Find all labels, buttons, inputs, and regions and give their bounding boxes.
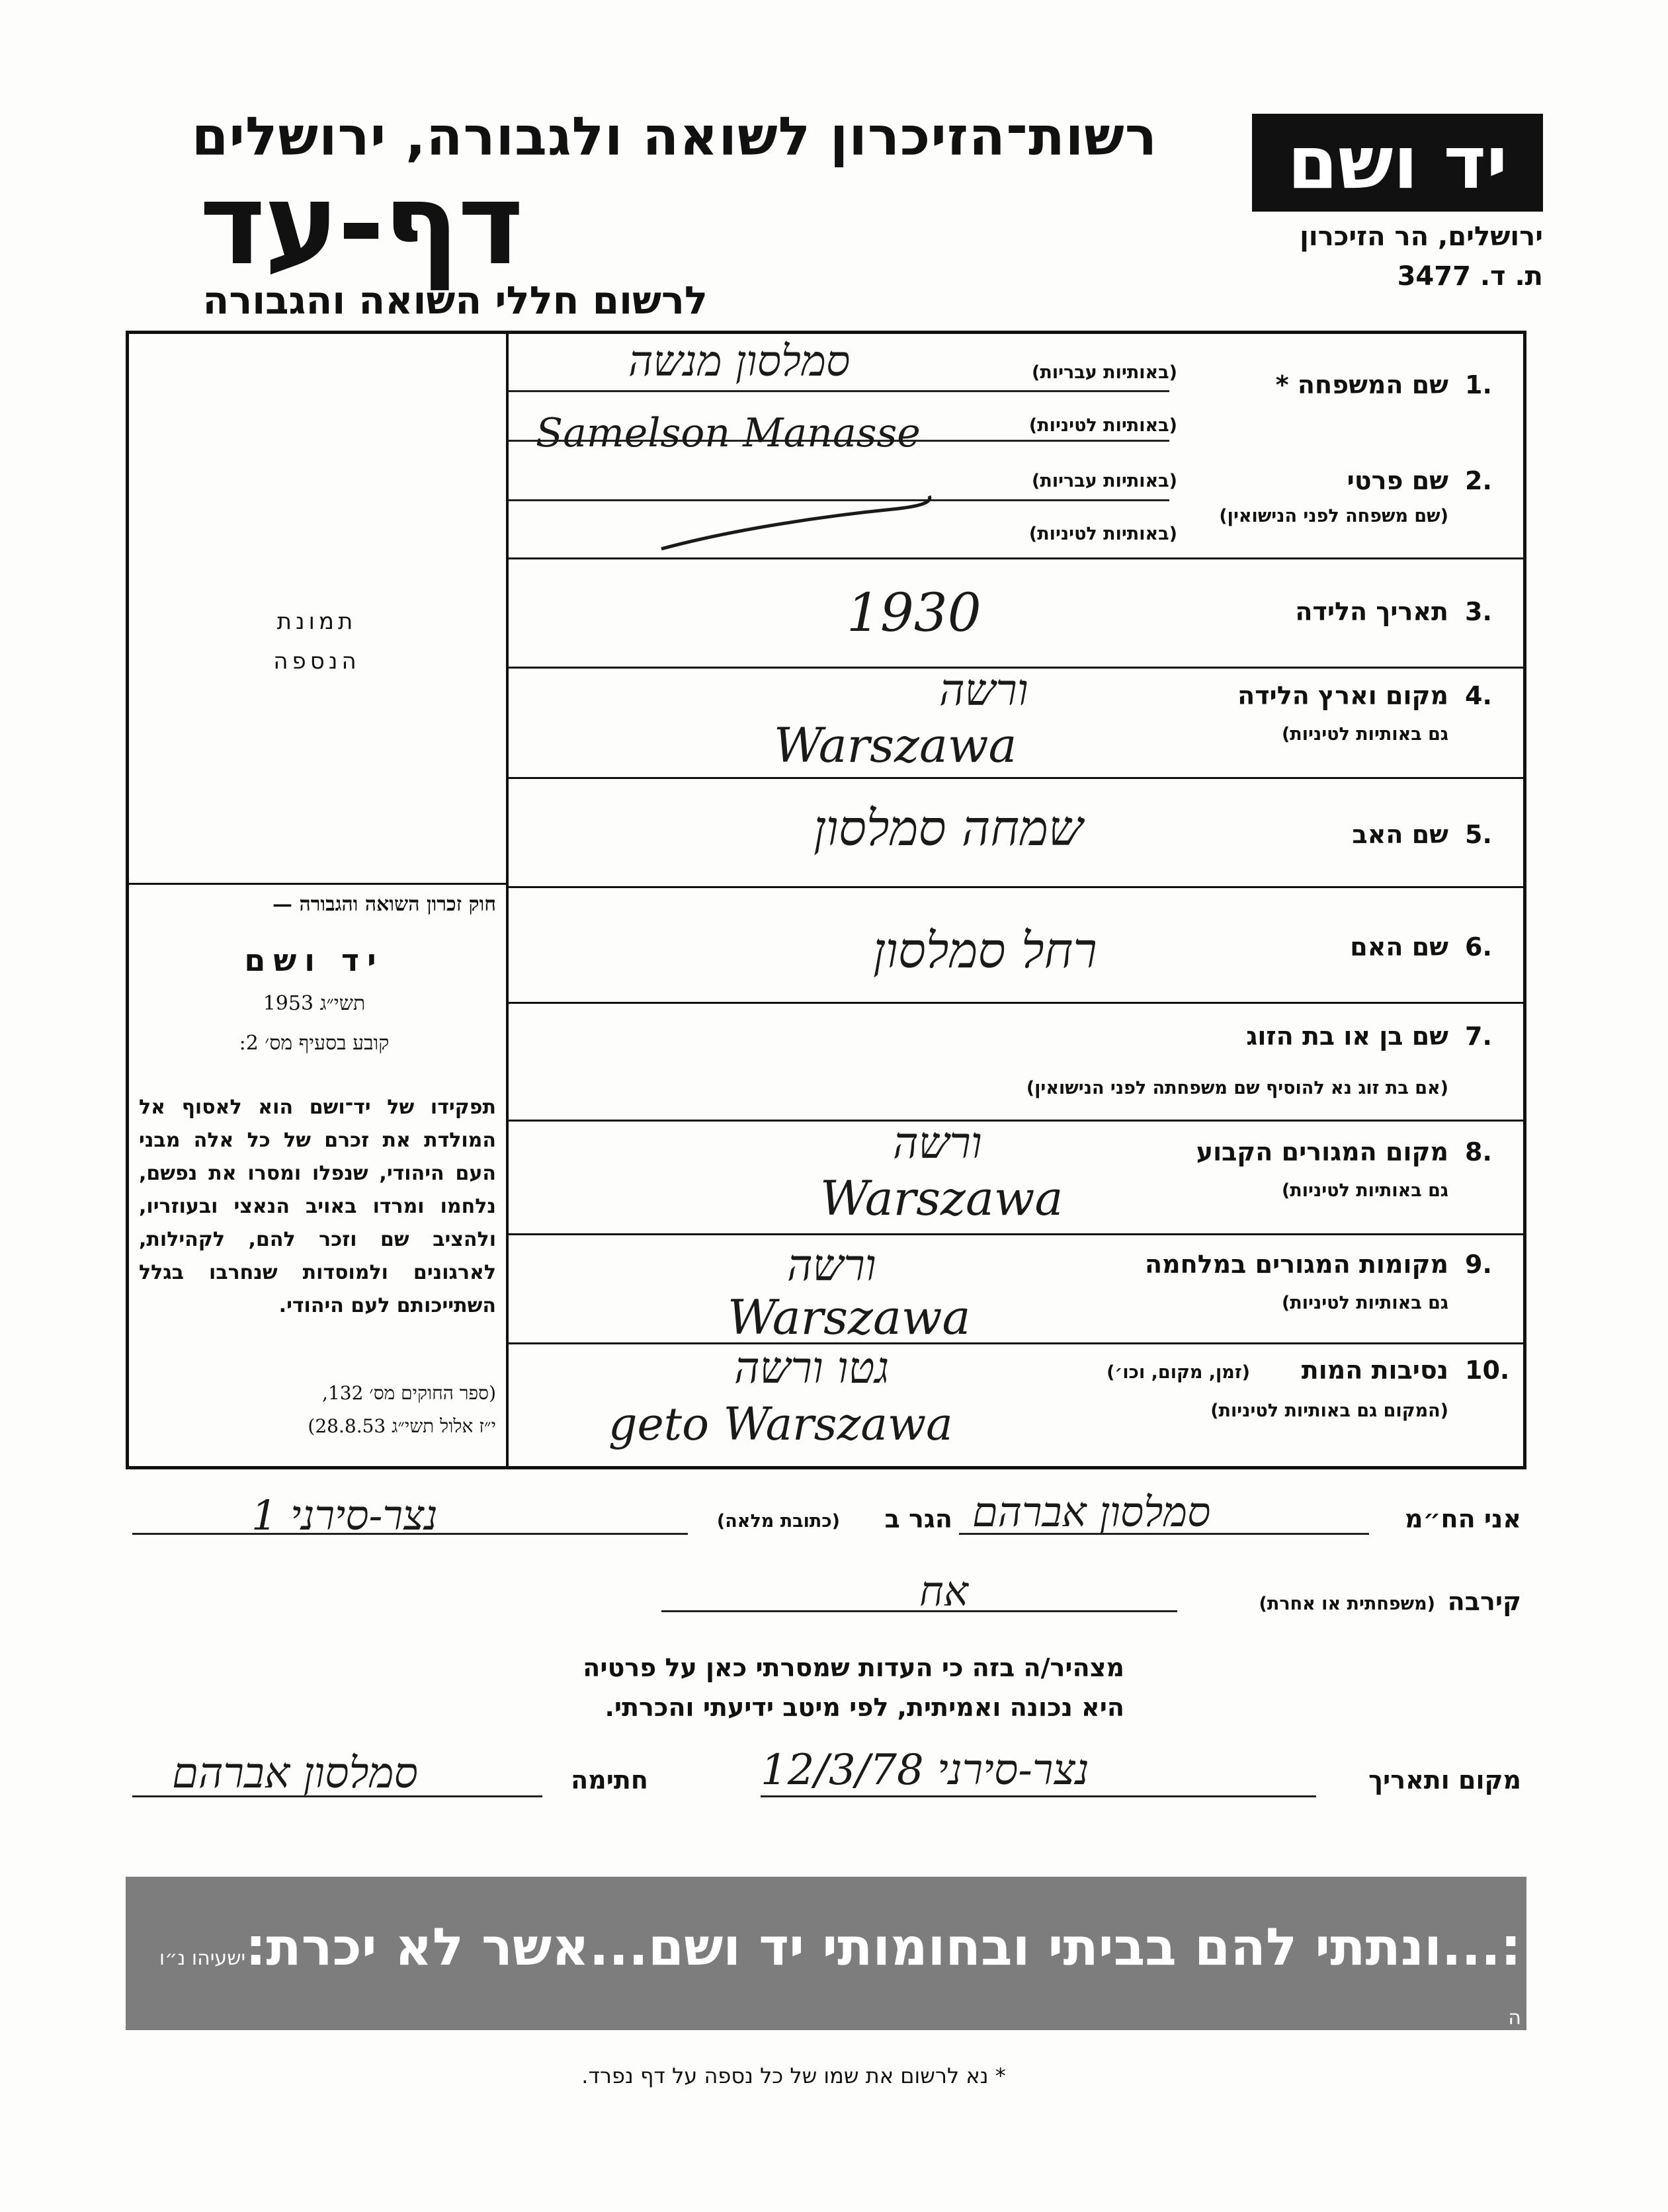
row-divider — [506, 1120, 1526, 1122]
field-sublabel: גם באותיות לטיניות) — [1281, 1293, 1448, 1313]
field-number: 2. — [1465, 466, 1492, 495]
field-hint: (באותיות לטיניות) — [1028, 415, 1177, 436]
photo-note — [126, 602, 508, 681]
field-label-family-name: שם המשפחה * — [1275, 370, 1448, 399]
father-name-value: שמחה סמלסון — [813, 800, 1083, 857]
field-number: 7. — [1465, 1022, 1492, 1051]
field-hint: (זמן, מקום, וכו׳) — [1106, 1362, 1250, 1383]
field-hint: (באותיות עבריות) — [1032, 362, 1177, 383]
law-section: קובע בסעיף מס׳ 2: — [239, 1032, 390, 1055]
mother-name-value: רחל סמלסון — [873, 922, 1097, 979]
field-label-birthplace: מקום וארץ הלידה — [1237, 681, 1448, 710]
field-label-birth-date: תאריך הלידה — [1295, 597, 1448, 626]
law-name: יד ושם — [244, 942, 384, 978]
relation-value: אח — [919, 1567, 968, 1616]
field-number: 3. — [1465, 597, 1492, 626]
residence-hint: (כתובת מלאה) — [716, 1511, 840, 1532]
field-number: 8. — [1465, 1137, 1492, 1167]
family-name-hebrew-value: סמלסון מנשה — [628, 337, 851, 386]
wartime-residence-hebrew-value: ורשה — [787, 1240, 876, 1291]
family-name-latin-value: Samelson Manasse — [536, 410, 921, 456]
field-label-spouse-name: שם בן או בת הזוג — [1246, 1022, 1448, 1051]
yad-vashem-logo: יד ושם — [1252, 114, 1543, 212]
field-label-mother-name: שם האם — [1350, 932, 1448, 962]
banner-reference: ישעיהו נ״ו ה — [159, 1947, 1521, 2029]
declaration-statement: מצהיר/ה בזה כי העדות שמסרתי כאן על פרטיה — [583, 1653, 1124, 1682]
birthplace-latin-value: Warszawa — [774, 717, 1017, 773]
declarant-label: אני הח״מ — [1405, 1504, 1521, 1534]
declarant-name-value: סמלסון אברהם — [972, 1488, 1211, 1536]
law-reference: י״ז אלול תשי״ג 28.8.53) — [308, 1415, 496, 1437]
field-label-father-name: שם האב — [1352, 820, 1448, 849]
authority-name: רשות־הזיכרון לשואה ולגבורה, ירושלים — [191, 106, 1157, 167]
field-label-first-name: שם פרטי — [1347, 466, 1448, 495]
place-date-label: מקום ותאריך — [1368, 1766, 1521, 1795]
relation-label: קירבה — [1447, 1587, 1521, 1616]
field-number: 10. — [1465, 1356, 1510, 1385]
law-year: תשי״ג 1953 — [263, 992, 366, 1015]
field-sublabel: גם באותיות לטיניות) — [1281, 1180, 1448, 1201]
law-body: תפקידו של יד־ושם הוא לאסוף אל המולדת את זכרם של כל אלה מבני העם היהודי, שנפלו ומסרו את נפשם, נלחמו ומרדו באויב הנאצי ובעוזריו, ולהציב שם וזכר להם, לקהילות, לארגונים ולמוסדות שנחרבו בגלל השתייכותם לעם היהודי. — [139, 1096, 496, 1317]
residence-latin-value: Warszawa — [820, 1170, 1063, 1226]
field-number: 4. — [1465, 681, 1492, 710]
left-panel-divider — [126, 883, 508, 885]
row-divider — [506, 1233, 1526, 1235]
wartime-residence-latin-value: Warszawa — [728, 1290, 971, 1345]
field-sublabel: (אם בת זוג נא להוסיף שם משפחתה לפני הנישואין) — [1026, 1078, 1448, 1098]
field-hint: (באותיות לטיניות) — [1028, 524, 1177, 544]
page-title: דף-עד — [199, 159, 522, 290]
birthplace-hebrew-value: ורשה — [939, 665, 1028, 716]
page-subtitle: לרשום חללי השואה והגבורה — [202, 278, 708, 323]
declarant-address-value: נצר-סירני 1 — [251, 1491, 438, 1539]
row-divider — [506, 886, 1526, 888]
residence-hebrew-value: ורשה — [893, 1118, 982, 1168]
write-line — [761, 1795, 1316, 1797]
row-divider — [506, 777, 1526, 779]
banner-quote — [132, 1918, 1521, 2037]
field-label-wartime-residence: מקומות המגורים במלחמה — [1144, 1250, 1448, 1279]
field-label-permanent-residence: מקום המגורים הקבוע — [1196, 1137, 1448, 1167]
residence-label: הגר ב — [884, 1504, 952, 1534]
place-date-value: נצר-סירני 12/3/78 — [761, 1746, 1089, 1795]
field-sublabel: (המקום גם באותיות לטיניות) — [1210, 1401, 1448, 1421]
relation-hint: (משפחתית או אחרת) — [1259, 1594, 1435, 1614]
field-hint: (באותיות עבריות) — [1032, 471, 1177, 491]
death-circumstances-latin-value: geto Warszawa — [608, 1399, 953, 1451]
field-sublabel: גם באותיות לטיניות) — [1281, 724, 1448, 745]
field-number: 9. — [1465, 1250, 1492, 1279]
strike-through-mark — [655, 483, 946, 555]
law-reference: (ספר החוקים מס׳ 132, — [322, 1382, 496, 1404]
row-divider — [506, 1002, 1526, 1004]
logo-po-box: ת. ד. 3477 — [1397, 261, 1543, 292]
field-number: 1. — [1465, 370, 1492, 399]
logo-location: ירושלים, הר הזיכרון — [1300, 222, 1543, 252]
photo-note-line: הנספה — [273, 648, 360, 675]
field-sublabel: (שם משפחה לפני הנישואין) — [1219, 506, 1448, 526]
footnote: * נא לרשום את שמו של כל נספה על דף נפרד. — [581, 2063, 1006, 2088]
field-number: 6. — [1465, 932, 1492, 962]
column-divider — [506, 331, 509, 1469]
law-title: חוק זכרון השואה והגבורה — — [272, 893, 496, 916]
death-circumstances-hebrew-value: גטו ורשה — [734, 1342, 890, 1393]
birth-date-value: 1930 — [847, 582, 981, 643]
photo-note-line: תמונת — [276, 608, 357, 635]
declaration-statement: היא נכונה ואמיתית, לפי מיטב ידיעתי והכרתי. — [605, 1693, 1124, 1722]
signature-value: סמלסון אברהם — [172, 1749, 418, 1798]
banner-quote-text: :...ונתתי להם בביתי ובחומותי יד ושם...אשר לא יכרת: — [245, 1918, 1521, 1977]
row-divider — [506, 557, 1526, 559]
row-divider — [506, 1342, 1526, 1344]
field-label-death-circumstances: נסיבות המות — [1301, 1356, 1448, 1385]
signature-label: חתימה — [571, 1766, 648, 1795]
field-number: 5. — [1465, 820, 1492, 849]
